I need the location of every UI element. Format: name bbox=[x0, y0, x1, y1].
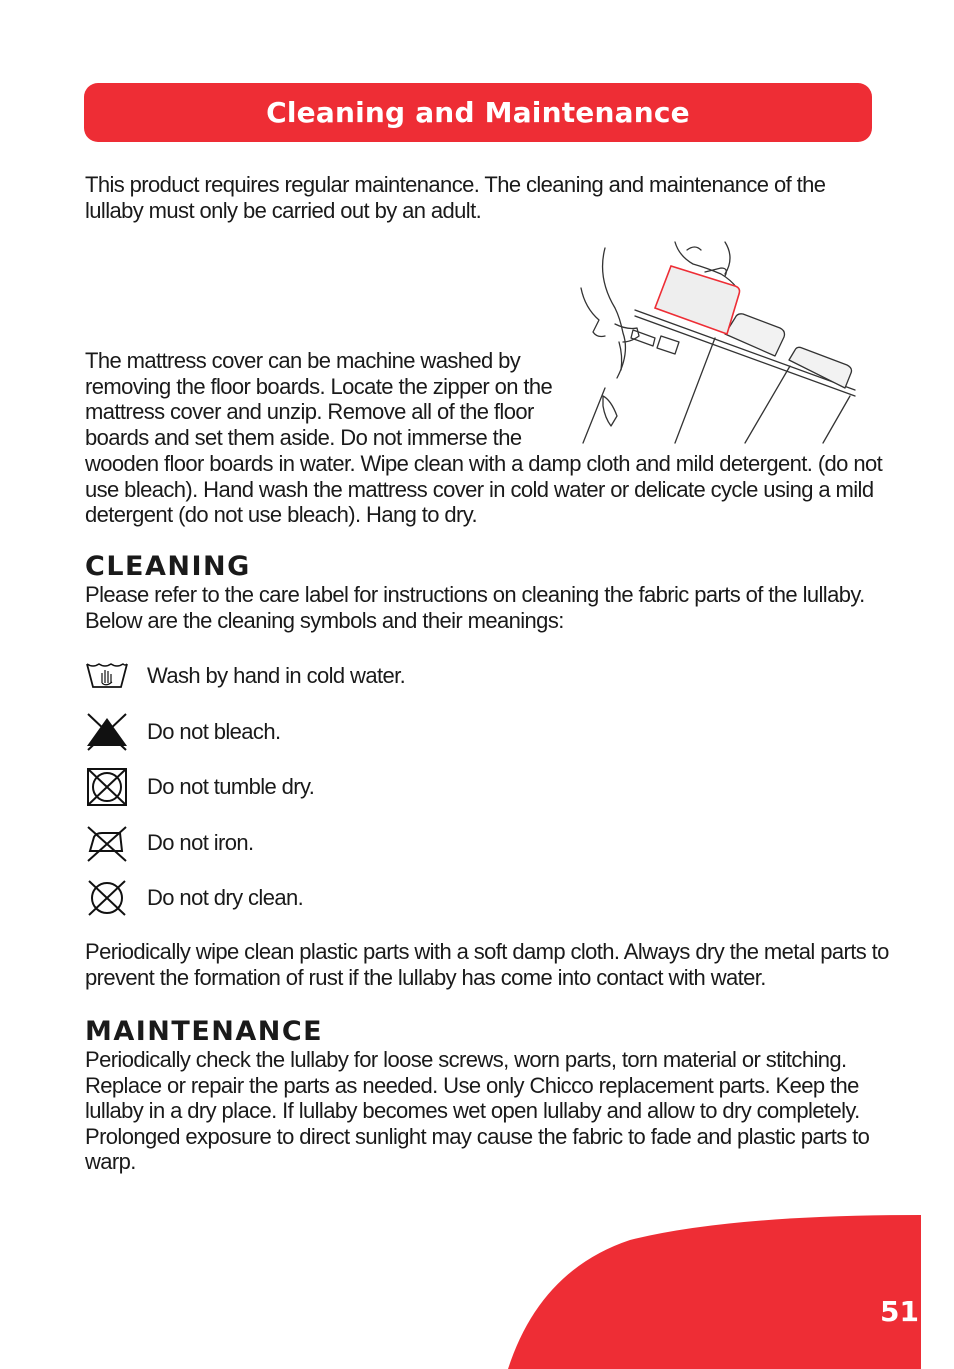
care-symbol-label: Do not bleach. bbox=[147, 719, 281, 744]
plastic-parts-paragraph: Periodically wipe clean plastic parts with a soft damp cloth. Always dry the metal parts to prevent the formation of rust if the lullaby has come into contact with water. bbox=[85, 939, 889, 990]
maintenance-paragraph: Periodically check the lullaby for loose screws, worn parts, torn material or stitching. Replace or repair the parts as needed. Use only Chicco replacement parts. Keep the lullaby in a dry place. If lullaby becomes wet open lullaby and allow to dry completely. Prolonged exposure to direct sunlight may cause the fabric to fade and plastic parts to warp. bbox=[85, 1047, 870, 1174]
cleaning-heading: CLEANING bbox=[85, 551, 251, 582]
page-title: Cleaning and Maintenance bbox=[266, 96, 690, 129]
hand-wash-icon bbox=[84, 656, 130, 696]
intro-paragraph: This product requires regular maintenance. The cleaning and maintenance of the lullaby must only be carried out by an adult. bbox=[85, 172, 826, 223]
care-symbol-label: Do not tumble dry. bbox=[147, 774, 315, 799]
care-symbol-row bbox=[84, 823, 254, 863]
page-number: 51 bbox=[880, 1295, 919, 1328]
care-symbol-row bbox=[84, 878, 304, 918]
no-dry-clean-icon bbox=[84, 878, 130, 918]
mattress-floorboard-illustration bbox=[575, 238, 860, 448]
cleaning-intro: Please refer to the care label for instructions on cleaning the fabric parts of the lullaby. Below are the cleaning symbols and their meanings: bbox=[85, 582, 865, 633]
maintenance-heading: MAINTENANCE bbox=[85, 1016, 324, 1047]
care-symbol-label: Do not iron. bbox=[147, 830, 254, 855]
care-symbol-row bbox=[84, 767, 315, 807]
no-iron-icon bbox=[84, 823, 130, 863]
mattress-paragraph-start: The mattress cover can be machine washed by removing the floor boards. Locate the zipper on the mattress cover and unzip. Remove all of the floor boards and set them aside. Do not immerse the bbox=[85, 348, 553, 450]
page-corner-shape bbox=[500, 1210, 954, 1369]
no-tumble-dry-icon bbox=[84, 767, 130, 807]
no-bleach-icon bbox=[84, 712, 130, 752]
care-symbol-label: Do not dry clean. bbox=[147, 885, 304, 910]
mattress-paragraph-end: wooden floor boards in water. Wipe clean with a damp cloth and mild detergent. (do not use bleach). Hand wash the mattress cover in cold water or delicate cycle using a mild detergent (do not use bleach). Hang to dry. bbox=[85, 451, 883, 527]
care-symbol-label: Wash by hand in cold water. bbox=[147, 663, 406, 688]
care-symbol-row bbox=[84, 712, 281, 752]
care-symbol-row bbox=[84, 656, 406, 696]
section-title-bar bbox=[84, 83, 872, 142]
